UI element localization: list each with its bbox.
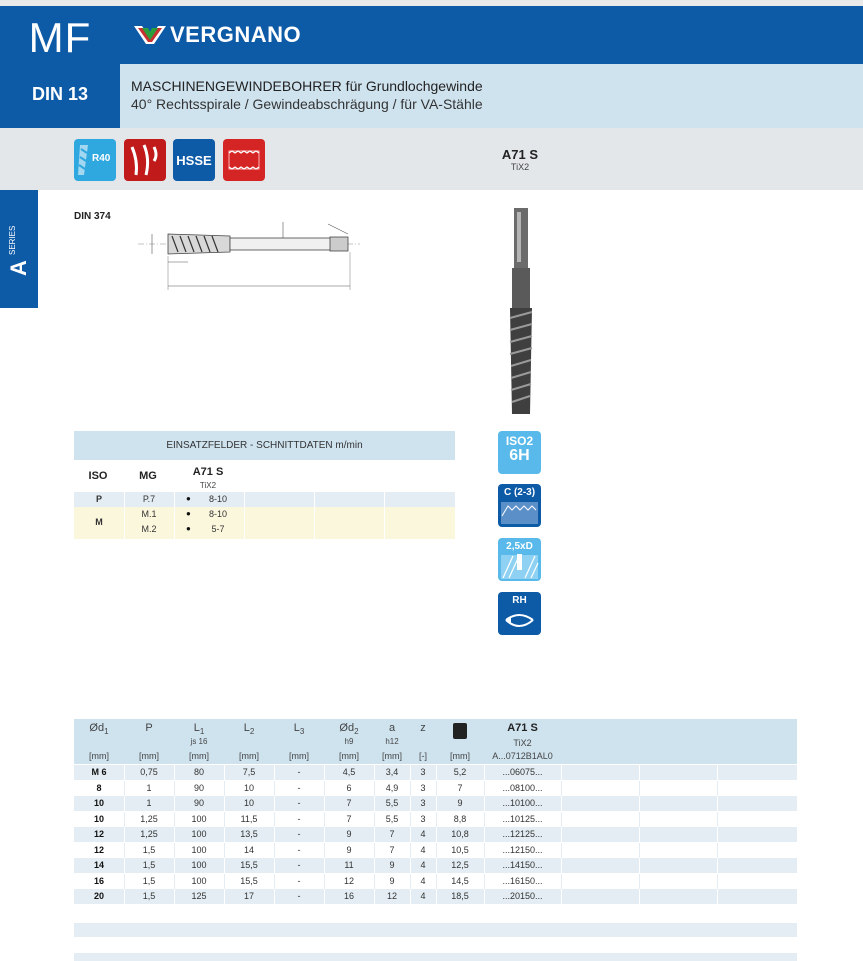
bullet-icon: ●	[186, 524, 191, 533]
thread-depth-icon	[453, 723, 467, 739]
drawing-standard: DIN 374	[74, 211, 111, 222]
coating-type: TiX2	[510, 162, 530, 172]
tool-column-coating: TiX2	[513, 738, 532, 748]
column-header-label: $L_3$	[293, 722, 305, 737]
column-unit: [mm]	[382, 751, 402, 761]
table-cell: -	[297, 860, 301, 870]
table-cell: 14	[93, 860, 104, 870]
material-group: M.1	[141, 509, 157, 519]
bullet-icon: ●	[186, 509, 191, 518]
cutting-speed: 8-10	[208, 509, 227, 519]
table-cell: 9	[389, 875, 395, 886]
table-cell: 7	[457, 782, 463, 793]
tap-technical-drawing	[138, 212, 360, 292]
table-cell: 10,5	[451, 844, 469, 855]
thread-form-icon	[223, 139, 265, 181]
table-cell: 12	[343, 875, 354, 886]
table-cell: 16	[343, 891, 354, 901]
cutting-speed: 8-10	[208, 494, 227, 504]
table-cell: -	[297, 767, 301, 777]
table-cell: 1,5	[142, 860, 156, 870]
table-row	[74, 812, 797, 827]
material-group: M.2	[141, 524, 157, 534]
table-cell: 9	[346, 829, 352, 839]
tool-column-header: A71 S	[507, 722, 538, 734]
brand-logo	[132, 20, 301, 50]
column-unit: [mm]	[139, 751, 159, 761]
table-cell: ...10100...	[502, 798, 543, 808]
series-letter: A	[6, 260, 31, 276]
table-cell: ...14150...	[502, 860, 543, 870]
table-cell: 3,4	[385, 767, 399, 777]
iso-group: M	[95, 517, 103, 527]
table-cell: 100	[191, 844, 207, 855]
table-cell: 4	[420, 829, 426, 839]
column-unit: [mm]	[239, 751, 259, 761]
iso-group: P	[95, 494, 102, 504]
table-cell: 7	[389, 829, 395, 839]
table-row	[74, 765, 797, 780]
col-tool: A71 S	[192, 466, 224, 478]
depth-badge	[498, 538, 541, 581]
col-mg: MG	[139, 470, 157, 482]
table-cell: 11	[344, 860, 354, 870]
table-cell: 3	[420, 782, 426, 793]
table-cell: 3	[420, 767, 426, 777]
table-cell: 7	[346, 798, 352, 808]
table-cell: 7	[389, 844, 395, 855]
table-row	[74, 796, 797, 811]
table-cell: 15,5	[240, 875, 258, 886]
column-header-label: z	[420, 722, 426, 734]
table-cell: 4	[420, 891, 426, 901]
table-cell: 17	[243, 891, 254, 901]
table-cell: 4	[420, 875, 426, 886]
table-cell: ...12125...	[502, 829, 543, 839]
table-cell: 10,8	[451, 829, 469, 839]
table-cell: -	[297, 829, 301, 839]
table-cell: 10	[243, 798, 254, 808]
table-cell: 6	[346, 782, 352, 793]
table-cell: -	[297, 891, 301, 901]
table-cell: 1,5	[142, 875, 156, 886]
table-cell: 9	[389, 860, 395, 870]
iso-tolerance-badge	[498, 431, 541, 474]
table-row	[74, 889, 797, 904]
table-cell: 80	[193, 767, 204, 777]
table-row	[74, 827, 797, 842]
table-cell: ...08100...	[502, 782, 543, 793]
table-cell: 0,75	[140, 767, 158, 777]
column-tolerance: h9	[344, 737, 354, 746]
table-cell: -	[297, 813, 301, 824]
col-tool-sub: TiX2	[199, 481, 217, 490]
table-cell: 20	[93, 891, 104, 901]
table-cell: 100	[191, 860, 207, 870]
tool-column-code: A...0712B1AL0	[492, 751, 553, 761]
table-cell: -	[297, 798, 301, 808]
chip-form-icon	[124, 139, 166, 181]
table-cell: 100	[191, 813, 207, 824]
column-header-label: $Ød_1$	[89, 722, 109, 737]
table-cell: 4	[420, 844, 426, 855]
table-cell: 12	[386, 891, 397, 901]
depth-label: 2,5xD	[506, 541, 533, 552]
table-cell: 12	[93, 829, 104, 839]
table-cell: 15,5	[240, 860, 258, 870]
table-cell: 8,8	[453, 813, 467, 824]
column-unit: [mm]	[450, 751, 470, 761]
table-cell: 125	[191, 891, 207, 901]
hand-label: RH	[512, 595, 527, 606]
table-row	[74, 843, 797, 858]
product-code: MF	[28, 14, 92, 61]
table-row	[74, 874, 797, 889]
column-header-label: $Ød_2$	[339, 722, 359, 737]
table-cell: 14,5	[451, 875, 469, 886]
product-subtitle: 40° Rechtsspirale / Gewindeabschrägung / für VA-Stähle	[131, 96, 483, 112]
series-word: SERIES	[8, 225, 17, 255]
table-cell: 10	[243, 782, 254, 793]
table-cell: 9	[346, 844, 352, 855]
table-cell: 16	[93, 875, 104, 886]
table-cell: M 6	[91, 767, 107, 777]
chamfer-badge	[498, 484, 541, 527]
table-cell: ...16150...	[502, 875, 543, 886]
table-cell: 1,5	[142, 844, 156, 855]
table-row-empty	[74, 953, 797, 961]
table-cell: 12,5	[451, 860, 469, 870]
cutting-speed: 5-7	[211, 524, 225, 534]
col-iso: ISO	[88, 470, 108, 482]
column-header-label: a	[388, 722, 396, 734]
column-unit: [-]	[419, 751, 427, 761]
table-cell: 5,5	[385, 813, 399, 824]
table-row-empty	[74, 923, 797, 937]
tap-product-image	[504, 208, 536, 414]
table-cell: 14	[243, 844, 254, 855]
iso-class: ISO2	[505, 434, 534, 448]
table-cell: 90	[193, 798, 204, 808]
table-cell: -	[297, 844, 301, 855]
coating-name: A71 S	[501, 147, 539, 162]
table-cell: ...20150...	[502, 891, 543, 901]
table-cell: 1	[146, 798, 152, 808]
tolerance-class: 6H	[509, 447, 530, 464]
table-cell: -	[297, 875, 301, 886]
standard-label: DIN 13	[31, 84, 89, 104]
table-cell: -	[297, 782, 301, 793]
table-cell: 1,25	[140, 829, 158, 839]
table-cell: 3	[420, 798, 426, 808]
table-cell: 7	[346, 813, 352, 824]
table-cell: 3	[420, 813, 426, 824]
table-cell: 7,5	[242, 767, 256, 777]
table-cell: 90	[193, 782, 204, 793]
table-cell: 11,5	[240, 813, 258, 824]
column-header-label: $L_2$	[243, 722, 255, 737]
table-cell: 1,5	[142, 891, 156, 901]
table-cell: ...12150...	[502, 844, 543, 855]
table-cell: 1	[146, 782, 152, 793]
spiral-r40-label: R40	[92, 153, 111, 164]
table-row	[74, 858, 797, 873]
table-cell: 100	[191, 875, 207, 886]
table-cell: 10	[93, 813, 104, 824]
column-header-label: P	[145, 722, 153, 734]
product-title: MASCHINENGEWINDEBOHRER für Grundlochgewinde	[131, 78, 483, 94]
column-unit: [mm]	[339, 751, 359, 761]
table-row	[74, 781, 797, 796]
table-cell: 4,9	[385, 782, 399, 793]
cutting-row-p	[74, 492, 455, 507]
column-unit: [mm]	[189, 751, 209, 761]
material-hsse-icon: HSSE	[173, 139, 215, 181]
table-cell: 10	[93, 798, 104, 808]
right-hand-badge	[498, 592, 541, 635]
table-cell: 13,5	[240, 829, 258, 839]
table-cell: 12	[93, 844, 104, 855]
table-cell: ...06075...	[502, 767, 543, 777]
cutting-data-title: EINSATZFELDER - SCHNITTDATEN m/min	[74, 431, 455, 460]
bullet-icon: ●	[186, 494, 191, 503]
column-unit: [mm]	[289, 751, 309, 761]
material-group: P.7	[142, 494, 156, 504]
table-cell: 100	[191, 829, 207, 839]
table-cell: 4	[420, 860, 426, 870]
table-cell: 5,5	[385, 798, 399, 808]
table-cell: 18,5	[451, 891, 469, 901]
cutting-row-m	[74, 507, 455, 539]
table-cell: 8	[96, 782, 102, 793]
chamfer-label: C (2-3)	[503, 487, 536, 498]
column-header-label: $L_1$	[193, 722, 205, 737]
column-unit: [mm]	[89, 751, 109, 761]
vergnano-logo-icon	[132, 22, 168, 48]
column-tolerance: js 16	[190, 737, 208, 746]
table-cell: 5,2	[453, 767, 467, 777]
column-tolerance: h12	[385, 737, 399, 746]
brand-name: VERGNANO	[170, 22, 302, 47]
table-cell: 9	[457, 798, 463, 808]
table-cell: 1,25	[140, 813, 158, 824]
table-cell: ...10125...	[502, 813, 543, 824]
table-cell: 4,5	[342, 767, 356, 777]
